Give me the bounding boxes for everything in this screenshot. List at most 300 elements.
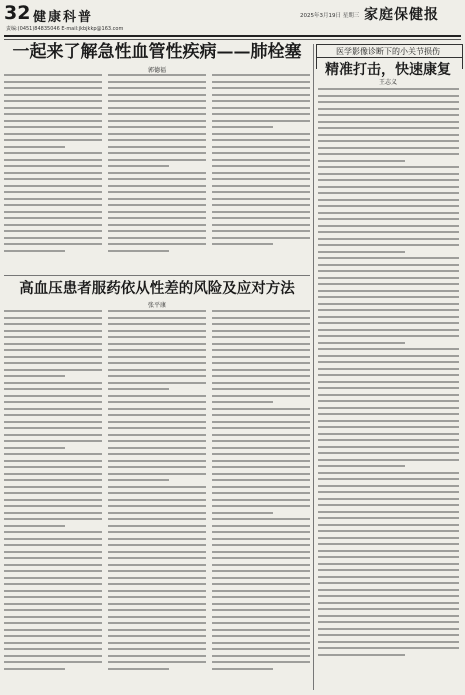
text-line (318, 257, 459, 259)
text-line (318, 511, 459, 513)
text-line (212, 375, 310, 377)
text-line (4, 330, 102, 332)
text-line (108, 629, 206, 631)
text-line (318, 628, 459, 630)
text-line (212, 317, 310, 319)
text-line (212, 440, 310, 442)
text-line (212, 94, 310, 96)
text-line (4, 211, 102, 213)
text-line (4, 616, 102, 618)
text-line (4, 486, 102, 488)
text-line (318, 277, 459, 279)
text-line (108, 317, 206, 319)
text-line (212, 369, 310, 371)
text-line (4, 191, 102, 193)
text-line (318, 608, 459, 610)
text-line (108, 544, 206, 546)
text-line (318, 348, 459, 350)
text-line (4, 159, 102, 161)
body-column (4, 74, 102, 270)
masthead (4, 3, 461, 35)
text-line (212, 178, 310, 180)
body-column (4, 310, 102, 690)
text-line (108, 230, 206, 232)
text-line (108, 473, 206, 475)
text-line (4, 362, 102, 364)
text-line (212, 642, 310, 644)
text-line (4, 590, 102, 592)
text-line (108, 518, 206, 520)
text-line (4, 317, 102, 319)
text-line (318, 127, 459, 129)
text-line (318, 446, 459, 448)
text-line (212, 414, 310, 416)
text-line (212, 499, 310, 501)
text-line (318, 121, 459, 123)
text-line (108, 408, 206, 410)
text-line (4, 185, 102, 187)
text-line (4, 427, 102, 429)
text-line (108, 198, 206, 200)
text-line (4, 551, 102, 553)
text-line (212, 401, 273, 403)
text-line (4, 237, 102, 239)
text-line (108, 159, 206, 161)
text-line (108, 453, 206, 455)
text-line (108, 237, 206, 239)
article-headline: 高血压患者服药依从性差的风险及应对方法 (19, 280, 295, 297)
text-line (212, 473, 310, 475)
text-line (212, 655, 310, 657)
text-line (318, 641, 459, 643)
text-line (318, 264, 459, 266)
text-line (108, 447, 206, 449)
text-line (108, 538, 206, 540)
text-line (4, 642, 102, 644)
text-line (4, 531, 102, 533)
text-line (212, 616, 310, 618)
text-line (212, 113, 310, 115)
text-line (212, 349, 310, 351)
text-line (108, 564, 206, 566)
text-line (318, 654, 405, 656)
text-line (318, 192, 459, 194)
text-line (212, 544, 310, 546)
text-line (4, 107, 102, 109)
text-line (4, 544, 102, 546)
text-line (108, 525, 206, 527)
text-line (318, 95, 459, 97)
text-line (4, 577, 102, 579)
text-line (318, 491, 459, 493)
text-line (4, 250, 65, 252)
text-line (318, 582, 459, 584)
text-line (318, 329, 459, 331)
text-line (318, 251, 405, 253)
text-line (108, 557, 206, 559)
text-line (318, 621, 459, 623)
text-line (212, 525, 310, 527)
text-line (212, 466, 310, 468)
text-line (212, 668, 273, 670)
text-line (4, 243, 102, 245)
text-line (4, 133, 102, 135)
text-line (318, 602, 459, 604)
text-line (212, 635, 310, 637)
text-line (212, 453, 310, 455)
text-line (4, 139, 102, 141)
article-kicker: 医学影像诊断下的小关节损伤 (336, 47, 440, 56)
section-name: 健康科普 (33, 10, 94, 25)
text-line (318, 231, 459, 233)
text-line (108, 362, 206, 364)
text-line (4, 655, 102, 657)
text-line (4, 172, 102, 174)
text-line (108, 531, 206, 533)
text-line (4, 349, 102, 351)
text-line (212, 237, 310, 239)
text-line (108, 421, 206, 423)
text-line (212, 126, 273, 128)
text-line (4, 609, 102, 611)
text-line (318, 199, 459, 201)
text-line (4, 217, 102, 219)
text-line (108, 146, 206, 148)
text-line (108, 512, 206, 514)
text-line (212, 120, 310, 122)
text-line (212, 551, 310, 553)
text-line (318, 153, 459, 155)
text-line (318, 88, 459, 90)
text-line (4, 204, 102, 206)
page-number: 32 (4, 2, 31, 24)
text-line (108, 434, 206, 436)
article-byline: 张平康 (147, 302, 166, 309)
text-line (4, 401, 102, 403)
text-line (4, 635, 102, 637)
text-line (4, 165, 102, 167)
text-line (212, 146, 310, 148)
text-line (4, 224, 102, 226)
text-line (318, 134, 459, 136)
text-line (212, 107, 310, 109)
text-line (108, 310, 206, 312)
text-line (318, 634, 459, 636)
text-line (108, 330, 206, 332)
body-column (108, 74, 206, 270)
article-divider (4, 275, 310, 276)
text-line (318, 556, 459, 558)
text-line (318, 283, 459, 285)
text-line (212, 512, 273, 514)
text-line (4, 518, 102, 520)
text-line (108, 596, 206, 598)
text-line (108, 336, 206, 338)
text-line (4, 126, 102, 128)
text-line (4, 178, 102, 180)
text-line (212, 165, 310, 167)
kicker-rule (316, 57, 463, 58)
text-line (4, 146, 65, 148)
text-line (318, 238, 459, 240)
text-line (318, 465, 405, 467)
text-line (212, 460, 310, 462)
text-line (212, 323, 310, 325)
text-line (4, 564, 102, 566)
text-line (4, 100, 102, 102)
article-hypertension-adherence (4, 278, 310, 692)
text-line (108, 323, 206, 325)
editor-contact: 责编:(0451)84835046 E-mail:jkbjkkp@163.com (6, 26, 124, 32)
text-line (4, 395, 102, 397)
text-line (108, 583, 206, 585)
text-line (318, 368, 459, 370)
text-line (108, 185, 206, 187)
text-line (108, 356, 206, 358)
text-line (108, 642, 206, 644)
text-line (4, 230, 102, 232)
column-divider (313, 44, 314, 690)
text-line (212, 152, 310, 154)
article-body (318, 88, 459, 656)
text-line (318, 413, 459, 415)
text-line (4, 479, 102, 481)
text-line (212, 243, 273, 245)
text-line (108, 133, 206, 135)
article-pulmonary-embolism (4, 40, 310, 272)
text-line (4, 492, 102, 494)
text-line (318, 374, 459, 376)
text-line (4, 661, 102, 663)
text-line (4, 74, 102, 76)
text-line (108, 486, 206, 488)
text-line (318, 186, 459, 188)
text-line (4, 603, 102, 605)
text-line (212, 492, 310, 494)
text-line (108, 388, 169, 390)
text-line (4, 369, 102, 371)
text-line (212, 362, 310, 364)
text-line (4, 525, 65, 527)
text-line (212, 421, 310, 423)
text-line (4, 375, 65, 377)
text-line (108, 382, 206, 384)
article-body (4, 74, 310, 270)
text-line (318, 108, 459, 110)
text-line (212, 139, 310, 141)
body-column (108, 310, 206, 690)
text-line (4, 323, 102, 325)
text-line (212, 100, 310, 102)
text-line (4, 198, 102, 200)
newspaper-name: 家庭保健报 (364, 7, 439, 23)
article-headline: 一起来了解急性血管性疾病——肺栓塞 (12, 42, 302, 62)
text-line (212, 661, 310, 663)
text-line (108, 375, 206, 377)
text-line (4, 466, 102, 468)
text-line (108, 343, 206, 345)
issue-date: 2025年3月19日 星期三 (300, 13, 360, 19)
text-line (212, 408, 310, 410)
text-line (318, 316, 459, 318)
text-line (318, 485, 459, 487)
text-line (212, 336, 310, 338)
text-line (108, 152, 206, 154)
text-line (318, 426, 459, 428)
text-line (108, 120, 206, 122)
text-line (318, 537, 459, 539)
text-line (318, 342, 405, 344)
text-line (212, 204, 310, 206)
text-line (4, 499, 102, 501)
text-line (4, 343, 102, 345)
text-line (318, 420, 459, 422)
text-line (108, 492, 206, 494)
article-joint-injury-imaging (318, 88, 459, 688)
text-line (108, 655, 206, 657)
text-line (212, 557, 310, 559)
text-line (108, 570, 206, 572)
text-line (108, 369, 206, 371)
text-line (318, 309, 459, 311)
text-line (318, 543, 459, 545)
text-line (212, 198, 310, 200)
text-line (108, 395, 206, 397)
text-line (212, 133, 310, 135)
text-line (318, 439, 459, 441)
text-line (212, 447, 310, 449)
text-line (318, 517, 459, 519)
text-line (212, 343, 310, 345)
text-line (108, 648, 206, 650)
text-line (318, 452, 459, 454)
text-line (212, 185, 310, 187)
text-line (318, 160, 405, 162)
text-line (108, 466, 206, 468)
text-line (108, 139, 206, 141)
text-line (4, 152, 102, 154)
text-line (108, 165, 169, 167)
text-line (108, 414, 206, 416)
text-line (108, 107, 206, 109)
text-line (4, 512, 102, 514)
text-line (212, 74, 310, 76)
text-line (212, 538, 310, 540)
text-line (318, 296, 459, 298)
text-line (212, 479, 310, 481)
text-line (212, 81, 310, 83)
text-line (108, 609, 206, 611)
text-line (4, 557, 102, 559)
text-line (318, 225, 459, 227)
text-line (212, 211, 310, 213)
article-byline: 王志义 (378, 79, 397, 86)
text-line (318, 400, 459, 402)
text-line (108, 113, 206, 115)
text-line (212, 356, 310, 358)
masthead-rule (4, 35, 461, 37)
text-line (318, 394, 459, 396)
text-line (212, 583, 310, 585)
text-line (108, 505, 206, 507)
text-line (4, 440, 102, 442)
text-line (108, 224, 206, 226)
text-line (108, 243, 206, 245)
text-line (212, 230, 310, 232)
text-line (108, 217, 206, 219)
body-column (212, 74, 310, 270)
text-line (318, 407, 459, 409)
text-line (4, 460, 102, 462)
text-line (318, 166, 459, 168)
text-line (318, 504, 459, 506)
text-line (212, 596, 310, 598)
text-line (4, 538, 102, 540)
text-line (108, 211, 206, 213)
article-headline: 精准打击，快速康复 (325, 62, 451, 78)
text-line (108, 178, 206, 180)
text-line (318, 433, 459, 435)
text-line (212, 603, 310, 605)
text-line (108, 126, 206, 128)
text-line (108, 590, 206, 592)
text-line (108, 499, 206, 501)
text-line (318, 498, 459, 500)
text-line (108, 427, 206, 429)
text-line (318, 576, 459, 578)
text-line (212, 622, 310, 624)
text-line (4, 408, 102, 410)
text-line (4, 94, 102, 96)
text-line (108, 172, 206, 174)
text-line (318, 550, 459, 552)
text-line (318, 303, 459, 305)
text-line (4, 336, 102, 338)
text-line (318, 101, 459, 103)
text-line (108, 616, 206, 618)
text-line (318, 524, 459, 526)
text-line (108, 401, 206, 403)
text-line (318, 335, 459, 337)
text-line (318, 361, 459, 363)
text-line (108, 94, 206, 96)
text-line (108, 635, 206, 637)
text-line (212, 609, 310, 611)
text-line (108, 204, 206, 206)
text-line (318, 114, 459, 116)
text-line (318, 179, 459, 181)
body-column (212, 310, 310, 690)
text-line (4, 505, 102, 507)
text-line (318, 647, 459, 649)
text-line (318, 589, 459, 591)
text-line (318, 140, 459, 142)
text-line (212, 191, 310, 193)
text-line (108, 349, 206, 351)
text-line (212, 577, 310, 579)
text-line (4, 421, 102, 423)
text-line (212, 224, 310, 226)
text-line (318, 459, 459, 461)
text-line (4, 113, 102, 115)
text-line (108, 440, 206, 442)
text-line (108, 87, 206, 89)
text-line (4, 668, 65, 670)
text-line (318, 290, 459, 292)
text-line (4, 453, 102, 455)
text-line (318, 595, 459, 597)
text-line (108, 661, 206, 663)
